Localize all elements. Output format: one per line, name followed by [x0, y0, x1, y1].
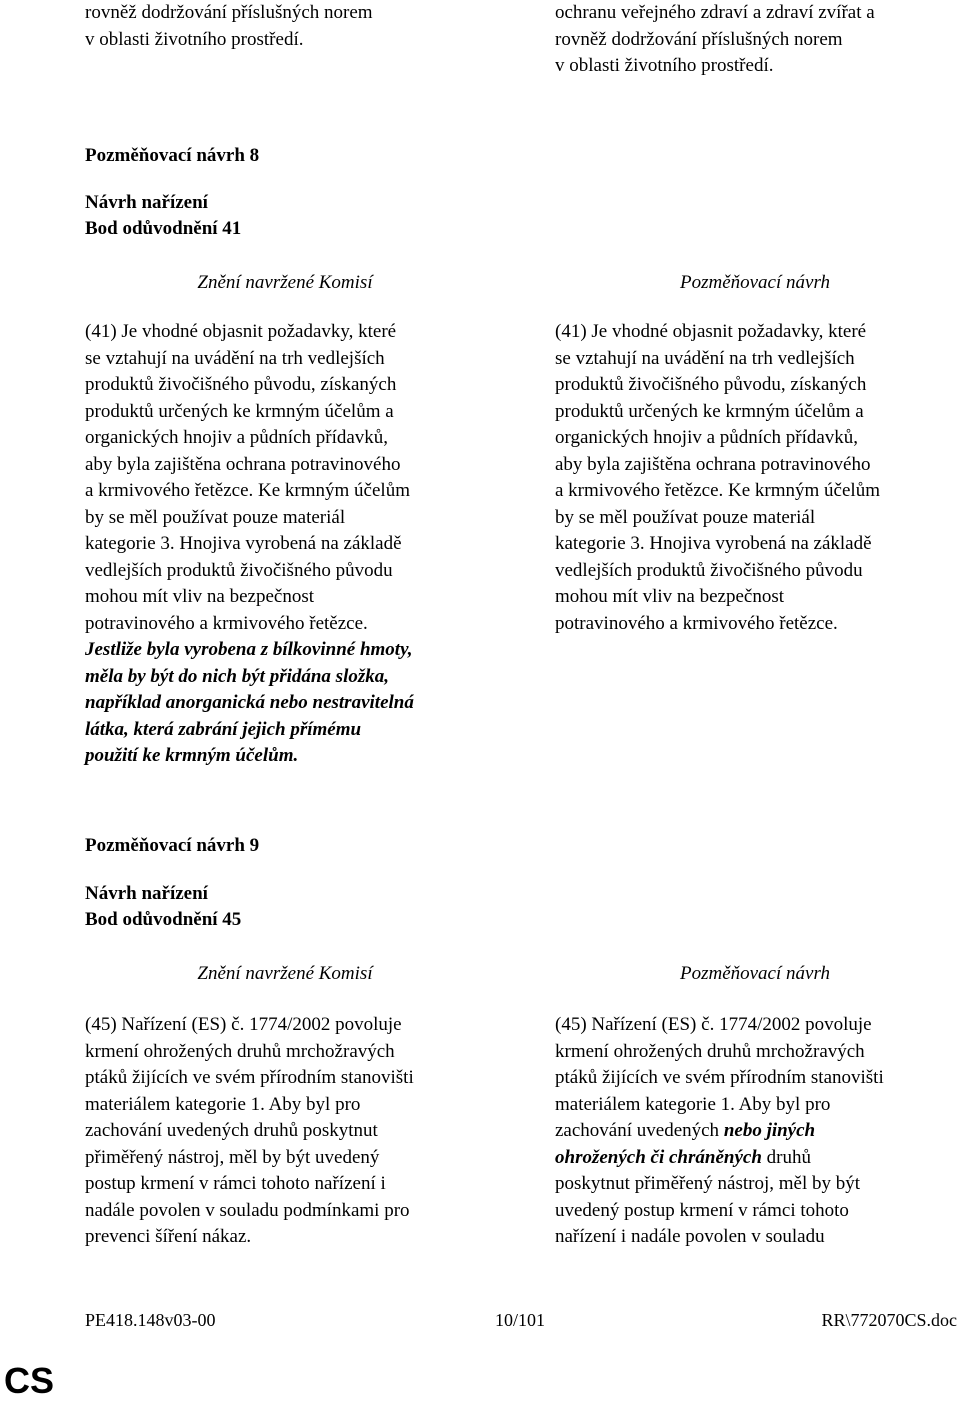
recital-title: Bod odůvodnění 41 — [85, 218, 242, 239]
footer-page-number: 10/101 — [494, 1310, 545, 1330]
proposal-title: Návrh nařízení — [85, 883, 208, 904]
amendment-label: Pozměňovací návrh — [85, 835, 245, 856]
amendment-text-part: druhů poskytnut přiměřený nástroj, měl by být uvedený postup krmení v rámci tohoto nařízení i nadále povolen v souladu — [555, 1146, 861, 1247]
continuation-text-right: ochranu veřejného zdraví a zdraví zvířat a rovněž dodržování příslušných norem v oblasti životního prostředí. — [555, 2, 875, 76]
commission-text-deleted-part: Jestliže byla vyrobena z bílkovinné hmoty, měla by být do nich být přidána složka, například anorganická nebo nestravitelná látka, která zabrání jejich přímému použití ke krmným účelům. — [85, 639, 414, 766]
amendment-inserted-text: ohrožených či chráněných — [555, 1146, 762, 1168]
recital-title: Bod odůvodnění 45 — [85, 909, 242, 930]
amendment-label: Pozměňovací návrh — [85, 145, 245, 166]
amendment-inserted-text: nebo jiných — [723, 1120, 816, 1141]
column-header-commission: Znění navržené Komisí — [197, 963, 373, 984]
amendment-text-part: (45) Nařízení (ES) č. 1774/2002 povoluje krmení ohrožených druhů mrchožravých ptáků žijících ve svém přírodním stanovišti materiálem kategorie 1. Aby byl pro zachování uvedených — [555, 1014, 884, 1141]
column-header-commission: Znění navržené Komisí — [197, 272, 373, 293]
amendment-title — [85, 143, 259, 170]
footer-doc-ref: PE418.148v03-00 — [85, 1310, 216, 1330]
amendment-title — [85, 833, 259, 860]
amendment-number: 8 — [249, 145, 260, 166]
amendment-text — [555, 1012, 955, 1251]
footer-file-name: RR\772070CS.doc — [821, 1310, 957, 1330]
proposal-title: Návrh nařízení — [85, 192, 208, 213]
column-header-amendment: Pozměňovací návrh — [679, 963, 831, 984]
column-header-amendment: Pozměňovací návrh — [679, 272, 831, 293]
amendment-text: (41) Je vhodné objasnit požadavky, které se vztahují na uvádění na trh vedlejších produktů živočišného původu, získaných produktů určených ke krmným účelům a organických hnojiv a půdních přídavků, aby byla zajištěna ochrana potravinového a krmivového řetězce. Ke krmným účelům by se měl používat pouze materiál kategorie 3. Hnojiva vyrobená na základě vedlejších produktů živočišného původu mohou mít vliv na bezpečnost potravinového a krmivového řetězce. — [555, 321, 880, 634]
amendment-number: 9 — [249, 835, 260, 856]
continuation-text-left: rovněž dodržování příslušných norem v oblasti životního prostředí. — [85, 2, 373, 50]
commission-text-body: (41) Je vhodné objasnit požadavky, které se vztahují na uvádění na trh vedlejších produktů živočišného původu, získaných produktů určených ke krmným účelům a organických hnojiv a půdních přídavků, aby byla zajištěna ochrana potravinového a krmivového řetězce. Ke krmným účelům by se měl používat pouze materiál kategorie 3. Hnojiva vyrobená na základě vedlejších produktů živočišného původu mohou mít vliv na bezpečnost potravinového a krmivového řetězce. — [85, 321, 410, 634]
commission-text — [85, 319, 485, 770]
language-code: CS — [4, 1360, 55, 1401]
commission-text: (45) Nařízení (ES) č. 1774/2002 povoluje krmení ohrožených druhů mrchožravých ptáků žijících ve svém přírodním stanovišti materiálem kategorie 1. Aby byl pro zachování uvedených druhů poskytnut přiměřený nástroj, měl by být uvedený postup krmení v rámci tohoto nařízení i nadále povolen v souladu podmínkami pro prevenci šíření nákaz. — [85, 1014, 414, 1247]
